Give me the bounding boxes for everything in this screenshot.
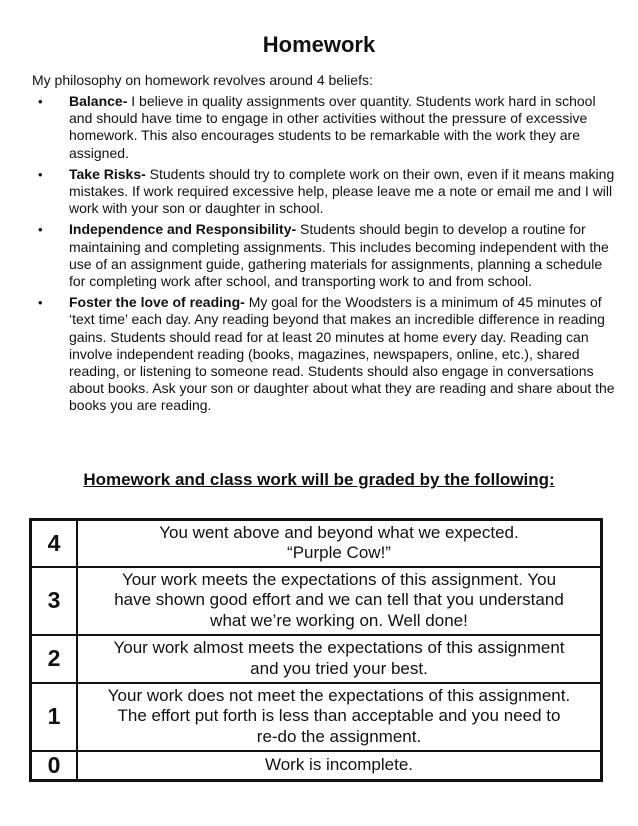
grade-line: have shown good effort and we can tell that you understand: [114, 590, 564, 610]
belief-text: Students should try to complete work on their own, even if it means making mistakes. If work required excessive help, please leave me a note or email me and I will work with your son or daughter in school.: [69, 165, 615, 217]
belief-item-balance: [38, 93, 616, 162]
grade-row-1: [31, 683, 602, 751]
grading-heading: Homework and class work will be graded by the following:: [83, 470, 555, 489]
belief-text: I believe in quality assignments over quantity. Students work hard in school and should have time to engage in other activities without the pressure of excessive homework. This also encourages students to be remarkable with the work they are assigned.: [69, 93, 596, 161]
grade-line: Your work does not meet the expectations of this assignment.: [107, 685, 571, 705]
belief-item-reading: [38, 294, 616, 414]
belief-title: Independence and Responsibility-: [69, 221, 297, 238]
grade-line: what we’re working on. Well done!: [210, 610, 468, 630]
bullet-icon: •: [38, 295, 43, 311]
grade-score: 3: [31, 567, 78, 635]
grade-line: Your work almost meets the expectations of this assignment: [113, 638, 565, 657]
beliefs-list: [38, 93, 616, 419]
grading-table: [29, 518, 603, 782]
belief-title: Take Risks-: [69, 165, 146, 182]
grade-score: 1: [31, 683, 78, 751]
grade-line: and you tried your best.: [250, 658, 428, 678]
intro-text: My philosophy on homework revolves around 4 beliefs:: [32, 72, 373, 88]
grade-line: “Purple Cow!”: [287, 543, 391, 563]
belief-item-take-risks: [38, 166, 616, 218]
grade-score: 0: [31, 751, 78, 781]
grade-score: 2: [31, 635, 78, 683]
grade-score: 4: [31, 520, 78, 567]
grade-row-4: [31, 520, 602, 567]
belief-text: My goal for the Woodsters is a minimum of 45 minutes of ‘text time’ each day. Any reading beyond that makes an incredible difference in reading gains. Students should read for at least 20 minutes at home every day. Reading can involve independent reading (books, magazines, newspapers, online, etc.), shared reading, or listening to someone read. Students should also engage in conversations about books. Ask your son or daughter about what they are reading and share about the books you are reading.: [69, 294, 615, 414]
grade-row-0: [31, 751, 602, 781]
grade-line: You went above and beyond what we expected.: [159, 522, 519, 542]
belief-text: Students should begin to develop a routine for maintaining and completing assignments. This includes becoming independent with the use of an assignment guide, gathering materials for assignments, planning a schedule for completing work after school, and transporting work to and from school.: [69, 221, 609, 290]
grade-line: re-do the assignment.: [256, 726, 422, 746]
grade-row-3: [31, 567, 602, 635]
grade-description: [77, 751, 602, 781]
grade-line: Work is incomplete.: [264, 754, 413, 774]
bullet-icon: •: [38, 94, 43, 109]
belief-title: Foster the love of reading-: [69, 294, 245, 311]
belief-title: Balance-: [69, 93, 128, 109]
grade-description: [77, 520, 602, 567]
grade-description: [77, 635, 602, 683]
grade-description: [77, 683, 602, 751]
grade-row-2: [31, 635, 602, 683]
grade-line: Your work meets the expectations of this assignment. You: [121, 569, 557, 589]
page-title: Homework: [262, 32, 376, 57]
grade-line: The effort put forth is less than acceptable and you need to: [117, 706, 561, 726]
grade-description: [77, 567, 602, 635]
bullet-icon: •: [38, 166, 43, 182]
belief-item-independence: [38, 221, 616, 290]
bullet-icon: •: [38, 222, 43, 238]
